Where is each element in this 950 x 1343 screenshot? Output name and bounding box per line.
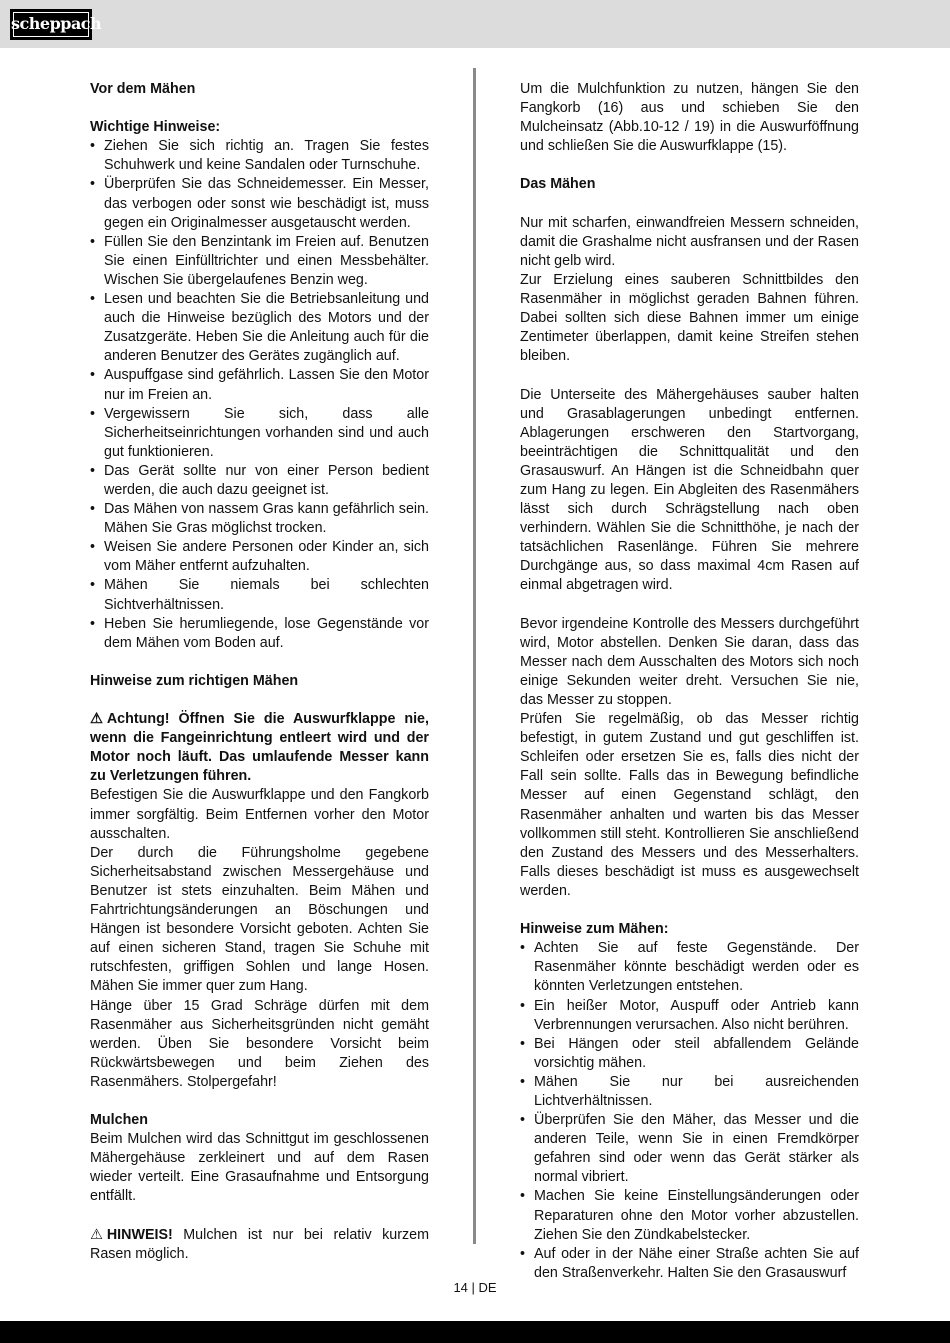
list-item: • Weisen Sie andere Personen oder Kinder an, sich vom Mäher entfernt aufzuhalten. bbox=[90, 538, 429, 576]
list-item: • Auf oder in der Nähe einer Straße achten Sie auf den Straßenverkehr. Halten Sie den Grasauswurf bbox=[520, 1245, 859, 1283]
list-item: • Das Gerät sollte nur von einer Person bedient werden, die auch dazu geeignet ist. bbox=[90, 462, 429, 500]
warning-triangle-icon: ⚠ bbox=[90, 711, 103, 728]
list-item: • Machen Sie keine Einstellungsänderungen oder Reparaturen ohne den Motor vorher abzustellen. Ziehen Sie den Zündkabelstecker. bbox=[520, 1187, 859, 1244]
list-item: • Füllen Sie den Benzintank im Freien auf. Benutzen Sie einen Einfülltrichter und einen Messbehälter. Wischen Sie übergelaufenes Benzin weg. bbox=[90, 233, 429, 290]
list-item: • Mähen Sie nur bei ausreichenden Lichtverhältnissen. bbox=[520, 1073, 859, 1111]
page-number: 14 | DE bbox=[453, 1280, 497, 1295]
list-item: • Überprüfen Sie den Mäher, das Messer und die anderen Teile, wenn Sie in einen Fremdkörper gefahren sind oder wenn das Gerät stärker als normal vibriert. bbox=[520, 1111, 859, 1187]
mowing-notes-list bbox=[520, 939, 859, 1283]
paragraph-fasten: Befestigen Sie die Auswurfklappe und den Fangkorb immer sorgfältig. Beim Entfernen vorher den Motor ausschalten. bbox=[90, 787, 429, 842]
heading-correct-mowing: Hinweise zum richtigen Mähen bbox=[90, 672, 299, 689]
paragraph-slopes: Hänge über 15 Grad Schräge dürfen mit dem Rasenmäher aus Sicherheitsgründen nicht gemäht werden. Üben Sie besondere Vorsicht beim Rückwärtsbewegen und beim Ziehen des Rasenmähers. Stolpergefahr! bbox=[90, 997, 429, 1090]
list-item: • Achten Sie auf feste Gegenstände. Der Rasenmäher könnte beschädigt werden oder es könnten Verletzungen entstehen. bbox=[520, 939, 859, 996]
heading-important-notes: Wichtige Hinweise: bbox=[90, 119, 221, 136]
list-item: • Bei Hängen oder steil abfallendem Gelände vorsichtig mähen. bbox=[520, 1035, 859, 1073]
list-item: • Heben Sie herumliegende, lose Gegenstände vor dem Mähen vom Boden auf. bbox=[90, 615, 429, 653]
heading-mowing-notes: Hinweise zum Mähen: bbox=[520, 921, 669, 938]
left-column bbox=[90, 80, 429, 1264]
paragraph-distance: Der durch die Führungsholme gegebene Sicherheitsabstand zwischen Messergehäuse und Benutzer ist stets einzuhalten. Beim Mähen und Fahrtrichtungsänderungen an Böschungen und Hängen ist besondere Vorsicht geboten. Achten Sie auf einen sicheren Stand, tragen Sie Schuhe mit rutschfesten, griffigen Sohlen und lange Hosen. Mähen Sie immer quer zum Hang. bbox=[90, 844, 429, 995]
header-bar bbox=[0, 0, 950, 48]
warning-paragraph bbox=[90, 710, 429, 786]
note-label: HINWEIS! bbox=[106, 1226, 173, 1243]
warning-text: Achtung! Öffnen Sie die Auswurfklappe nie, wenn die Fangeinrichtung entleert wird und der Motor noch läuft. Das umlaufende Messer kann zu Verletzungen führen. bbox=[90, 711, 429, 785]
list-item: • Ziehen Sie sich richtig an. Tragen Sie festes Schuhwerk und keine Sandalen oder Turnschuhe. bbox=[90, 137, 429, 175]
paragraph-check: Prüfen Sie regelmäßig, ob das Messer richtig befestigt, in gutem Zustand und gut geschliffen ist. Schleifen oder ersetzen Sie es, falls dies nicht der Fall sein sollte. Falls das in Bewegung befindliche Messer auf einen Gegenstand schlägt, den Rasenmäher anhalten und warten bis das Messer vollkommen still steht. Kontrollieren Sie anschließend den Zustand des Messers und des Messerhalters. Falls dieses beschädigt ist muss es ausgewechselt werden. bbox=[520, 711, 859, 899]
paragraph-mulch: Beim Mulchen wird das Schnittgut im geschlossenen Mähergehäuse zerkleinert und auf dem Rasen wieder verteilt. Eine Grasaufnahme und Entsorgung entfällt. bbox=[90, 1131, 429, 1205]
note-text: Mulchen ist nur bei relativ kurzem Rasen möglich. bbox=[90, 1226, 429, 1262]
list-item: • Lesen und beachten Sie die Betriebsanleitung und auch die Hinweise bezüglich des Motors und der Zusatzgeräte. Heben Sie die Anleitung auch für die anderen Benutzer des Gerätes zugänglich auf. bbox=[90, 290, 429, 366]
list-item: • Ein heißer Motor, Auspuff oder Antrieb kann Verbrennungen verursachen. Also nicht berühren. bbox=[520, 997, 859, 1035]
list-item: • Überprüfen Sie das Schneidemesser. Ein Messer, das verbogen oder sonst wie beschädigt ist, muss gegen ein Originalmesser ausgetauscht werden. bbox=[90, 175, 429, 232]
important-notes-list bbox=[90, 137, 429, 653]
list-item: • Auspuffgase sind gefährlich. Lassen Sie den Motor nur im Freien an. bbox=[90, 366, 429, 404]
warning-triangle-icon: ⚠ bbox=[90, 1226, 103, 1243]
list-item: • Vergewissern Sie sich, dass alle Sicherheitseinrichtungen vorhanden sind und auch gut funktionieren. bbox=[90, 405, 429, 462]
heading-mowing: Das Mähen bbox=[520, 176, 596, 193]
brand-logo bbox=[10, 9, 102, 40]
right-column bbox=[520, 80, 859, 1283]
paragraph-sharp: Nur mit scharfen, einwandfreien Messern schneiden, damit die Grashalme nicht ausfransen und der Rasen nicht gelb wird. bbox=[520, 214, 859, 269]
column-divider bbox=[473, 68, 476, 1244]
heading-before-mowing: Vor dem Mähen bbox=[90, 81, 196, 97]
logo-text: scheppach bbox=[11, 14, 102, 33]
paragraph-underside: Die Unterseite des Mähergehäuses sauber halten und Grasablagerungen unbedingt entfernen. Ablagerungen erschweren den Startvorgang, beeinträchtigen die Schnittqualität und den Grasauswurf. An Hängen ist die Schneidbahn quer zum Hang zu legen. Ein Abgleiten des Rasenmähers lässt sich durch Schrägstellung nach oben verhindern. Wählen Sie die Schnitthöhe, je nach der tatsächlichen Rasenlänge. Führen Sie mehrere Durchgänge aus, so dass maximal 4cm Rasen auf einmal abgetragen wird. bbox=[520, 386, 859, 594]
footer-bar bbox=[0, 1321, 950, 1343]
list-item: • Mähen Sie niemals bei schlechten Sichtverhältnissen. bbox=[90, 576, 429, 614]
paragraph-control: Bevor irgendeine Kontrolle des Messers durchgeführt wird, Motor abstellen. Denken Sie daran, dass das Messer nach dem Ausschalten des Motors sich noch einige Sekunden weiter dreht. Versuchen Sie nie, das Messer zu stoppen. bbox=[520, 615, 859, 708]
list-item: • Das Mähen von nassem Gras kann gefährlich sein. Mähen Sie Gras möglichst trocken. bbox=[90, 500, 429, 538]
heading-mulch: Mulchen bbox=[90, 1112, 148, 1129]
note-paragraph bbox=[90, 1226, 429, 1264]
paragraph-straight: Zur Erzielung eines sauberen Schnittbildes den Rasenmäher in möglichst geraden Bahnen führen. Dabei sollten sich diese Bahnen immer um einige Zentimeter überlappen, damit keine Streifen stehen bleiben. bbox=[520, 271, 859, 365]
paragraph-mulch-use: Um die Mulchfunktion zu nutzen, hängen Sie den Fangkorb (16) aus und schieben Sie den Mulcheinsatz (Abb.10-12 / 19) in die Auswurföffnung und schließen Sie die Auswurfklappe (15). bbox=[520, 81, 859, 155]
